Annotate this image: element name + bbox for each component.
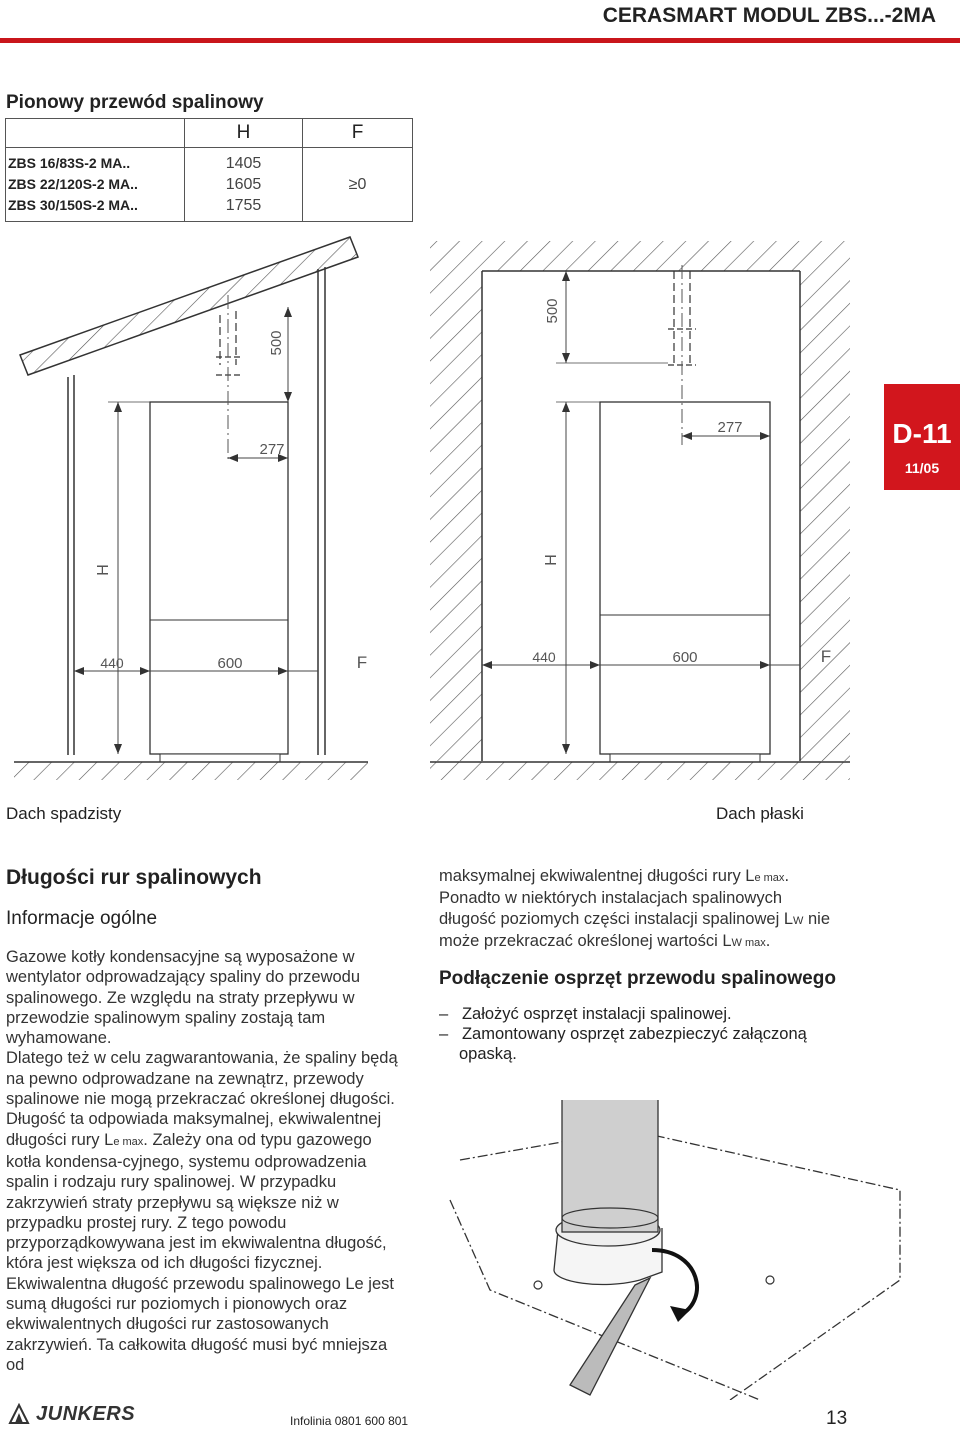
text: . <box>765 931 771 950</box>
screw <box>534 1281 542 1289</box>
spec-models <box>6 148 185 222</box>
section-tab <box>884 384 960 490</box>
section-title: Pionowy przewód spalinowy <box>6 92 264 113</box>
step-text: Zamontowany osprzęt zabezpieczyć załączoną opaską. <box>459 1025 807 1064</box>
brand-logo <box>8 1403 135 1425</box>
flue-accessory-illustration <box>430 1100 930 1400</box>
spec-header-h: H <box>185 119 303 148</box>
arrow-head <box>482 661 492 669</box>
steps-list <box>439 1004 839 1064</box>
boiler-base <box>610 754 760 762</box>
spec-h-values <box>185 148 303 222</box>
arrow-head <box>562 353 570 363</box>
h-value: 1755 <box>225 197 262 214</box>
paragraph: Gazowe kotły kondensacyjne są wyposażone w wentylator odprowadzający spaliny do przewodu spalinowego. Ze względu na straty przepływu w przewodzie spalinowym spaliny zostają tam wyhamowane. <box>6 948 361 1048</box>
roof-slab <box>20 237 358 375</box>
dim-label-h: H <box>543 554 560 566</box>
dim-label-f: F <box>820 647 832 666</box>
spec-table <box>5 118 413 222</box>
text: Dlatego też w celu zagwarantowania, że spaliny będą na pewno odprowadzane na zewnątrz, przewody spalinowe nie mogą przekraczać określonej długości. Długość ta odpowiada maksymalnej, ekwiwalentnej długości rury L <box>6 1049 398 1149</box>
right-column <box>439 866 839 1064</box>
roof-hatch <box>430 241 850 271</box>
text: . Zależy ona od typu gazowego kotła kondensa-cyjnego, systemu odprowadzenia spalin i rodzaju rury spalinowej. W przypadku zakrzywień straty przepływu są większe niż w przypadku prostej rury. Z tego powodu przyporządkowywana jest im ekwiwalentna długość, która jest większa od ich długości fizycznej. Ekwiwalentna długość przewodu spalinowego Le jest sumą długości rur poziomych i pionowych oraz ekwiwalentnych długości rur zastosowanych zakrzywień. Ta całkowita długość musi być mniejsza od <box>6 1130 394 1374</box>
step-marker: – <box>439 1005 449 1024</box>
arrow-head <box>590 661 600 669</box>
boiler-top-outline <box>460 1130 900 1400</box>
dim-label-440: 440 <box>532 649 556 665</box>
wall-hatch <box>800 271 850 761</box>
step-text: Założyć osprzęt instalacji spalinowej. <box>461 1005 732 1024</box>
dim-label-f: F <box>356 653 368 672</box>
floor-hatch <box>14 762 368 780</box>
text: nie może przekraczać określonej wartości L <box>439 909 831 950</box>
dim-label-500: 500 <box>544 298 561 324</box>
left-column <box>6 866 404 1375</box>
dim-label-440: 440 <box>100 655 124 671</box>
h-value: 1405 <box>225 155 262 172</box>
dim-label-277: 277 <box>259 441 285 458</box>
caption-pitched-roof: Dach spadzisty <box>6 804 122 823</box>
subscript: e max <box>113 1135 144 1148</box>
h-value: 1605 <box>225 176 262 193</box>
document-header: CERASMART MODUL ZBS...-2MA <box>602 4 936 27</box>
model-name: ZBS 16/83S-2 MA.. <box>8 155 131 171</box>
flat-roof-drawing <box>430 241 850 780</box>
heading-accessory-connection: Podłączenie osprzęt przewodu spalinowego <box>439 968 836 990</box>
screwdriver <box>570 1278 650 1395</box>
flue-pipe-body <box>562 1100 658 1232</box>
hotline: Infolinia 0801 600 801 <box>290 1414 409 1428</box>
caption-flat-roof: Dach płaski <box>716 804 804 823</box>
text: . Ponadto w niektórych instalacjach spalinowych długość poziomych części instalacji spalinowej L <box>439 867 794 928</box>
floor-hatch <box>430 762 850 780</box>
boiler-base <box>160 754 280 762</box>
page-number: 13 <box>826 1408 848 1429</box>
header-rule <box>0 38 960 43</box>
spec-f-value: ≥0 <box>303 148 413 222</box>
arrow-head <box>562 402 570 412</box>
arrow-head <box>562 271 570 281</box>
arrow-head <box>284 392 292 402</box>
step-item <box>439 1004 839 1024</box>
installation-diagram <box>0 225 960 785</box>
dim-label-h: H <box>95 564 112 576</box>
spec-header-model <box>6 119 185 148</box>
heading-pipe-lengths: Długości rur spalinowych <box>6 866 262 889</box>
arrow-head <box>562 744 570 754</box>
dim-label-500: 500 <box>268 330 285 356</box>
paragraph <box>439 866 839 953</box>
brand-name: JUNKERS <box>36 1402 136 1425</box>
arrow-head <box>284 307 292 317</box>
arrow-head <box>114 402 122 412</box>
dim-label-277: 277 <box>717 419 743 436</box>
pitched-roof-drawing <box>14 237 368 780</box>
boiler-body <box>600 402 770 754</box>
step-item <box>439 1024 839 1064</box>
dim-label-600: 600 <box>672 649 698 666</box>
text: maksymalnej ekwiwalentnej długości rury L <box>439 867 755 885</box>
model-name: ZBS 22/120S-2 MA.. <box>8 176 138 192</box>
wall-hatch <box>430 271 482 761</box>
spec-header-f: F <box>303 119 413 148</box>
junkers-logo-icon <box>8 1403 30 1425</box>
tab-code: D-11 <box>892 418 952 449</box>
arrow-head <box>140 667 150 675</box>
dim-label-600: 600 <box>217 655 243 672</box>
subscript: W <box>793 914 804 927</box>
paragraph <box>6 1048 404 1375</box>
subscript: e max <box>754 872 785 884</box>
tab-date: 11/05 <box>904 460 940 476</box>
subheading-general-info: Informacje ogólne <box>6 908 158 929</box>
arrow-head <box>74 667 84 675</box>
arrow-head <box>114 744 122 754</box>
step-marker: – <box>439 1025 449 1044</box>
screw <box>766 1276 774 1284</box>
subscript: W max <box>731 936 766 949</box>
model-name: ZBS 30/150S-2 MA.. <box>8 197 138 213</box>
